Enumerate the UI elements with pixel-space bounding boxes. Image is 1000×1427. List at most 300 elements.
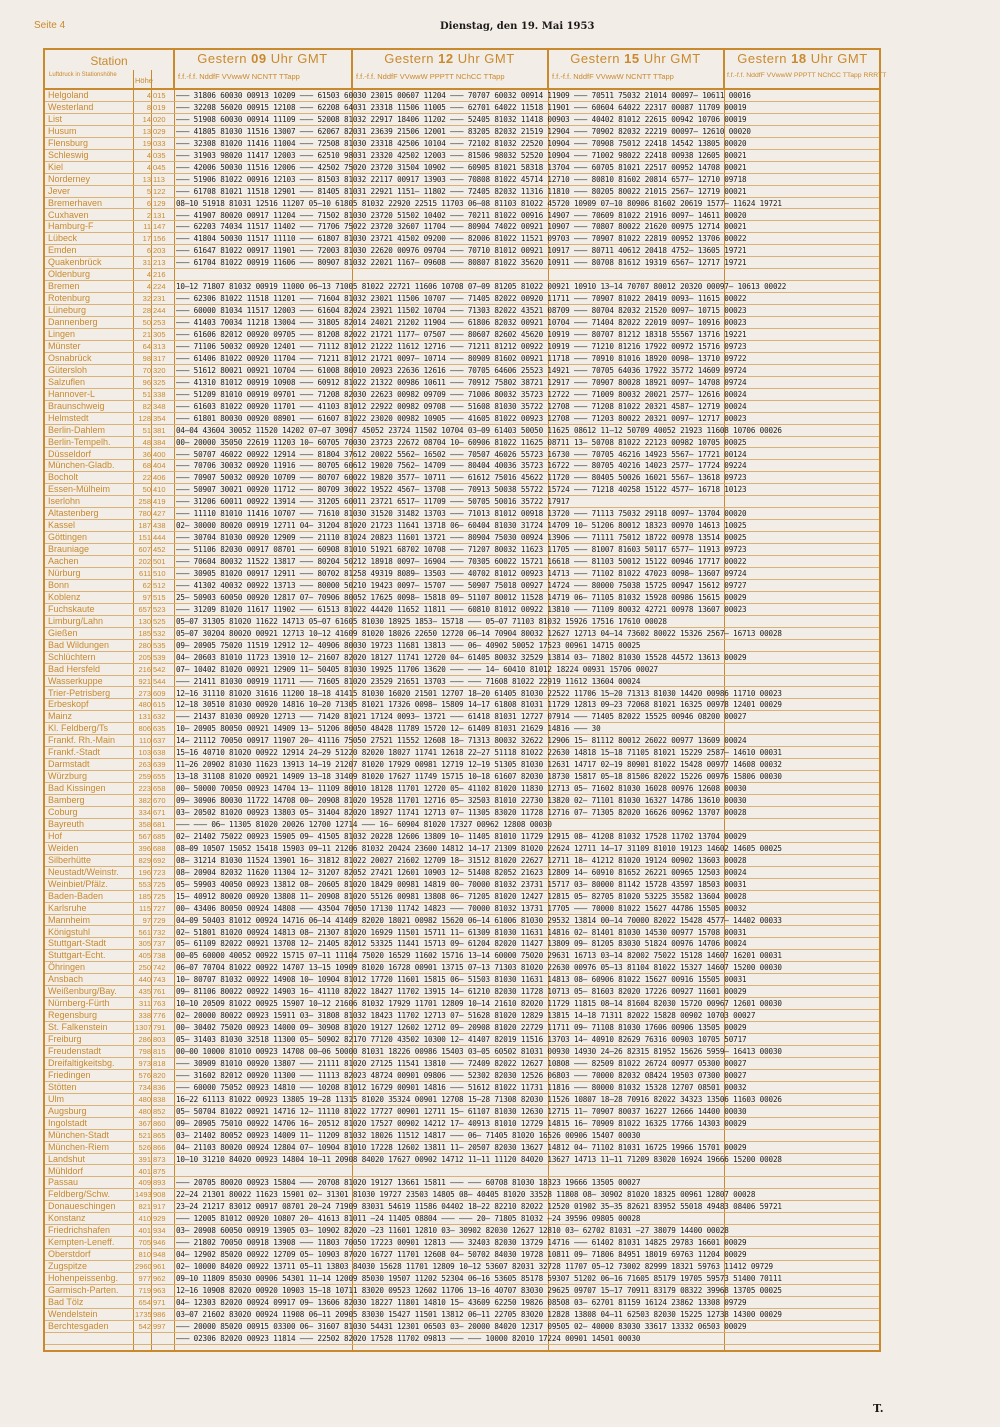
table-row: [45, 604, 879, 616]
table-row: [45, 1058, 879, 1070]
station-height: 405: [138, 951, 151, 961]
table-row: [45, 628, 879, 640]
observation-data: 09–10 11809 85030 00906 54301 11–14 12009 85030 19507 11202 52304 06–16 53605 85178 59307 51202 06–16 71605 85179 19705 59573 51400 70111: [176, 1274, 782, 1284]
station-name: Neustadt/Weinstr.: [48, 866, 119, 877]
station-name: Osnabrück: [48, 352, 92, 363]
station-code: 971: [153, 1297, 166, 1307]
station-code: 325: [153, 377, 166, 387]
observation-data: 10–10 20509 81022 00925 15907 10–12 21606 81032 17929 11701 12809 10–14 21610 82020 11729 11815 08–14 81604 82030 15720 00967 12601 00030: [176, 999, 782, 1009]
observation-data: 02— 10000 84020 00922 13711 05–11 13803 84030 15628 11701 12809 10–12 53607 82031 32728 11707 05–12 73002 82999 18321 59763 11412 09729: [176, 1262, 773, 1272]
station-name: Silberhütte: [48, 854, 92, 865]
observation-data: ——— 71106 50032 00920 12401 ——— 71112 81012 21222 11612 12716 ——— 71211 81212 00922 10919 ——— 71210 81216 17922 00972 15716 09723: [176, 341, 747, 351]
table-row: [45, 221, 879, 233]
station-height: 82: [142, 401, 151, 411]
observation-data: 05— 31403 81030 32518 11300 05— 50902 82170 77120 43502 10300 12— 41407 82019 11516 13703 14— 40910 82629 76316 00903 10705 50717: [176, 1035, 747, 1045]
station-height: 611: [139, 569, 151, 578]
station-height: 5: [146, 186, 151, 196]
station-name: St. Falkenstein: [48, 1022, 108, 1033]
table-row: [45, 676, 879, 688]
observation-data: 05— 59903 40050 00923 13812 08— 20605 81020 18429 00981 14819 00— 70000 81032 23731 15717 03— 80000 81142 15728 43597 18503 00031: [176, 879, 747, 889]
station-code: 512: [153, 580, 166, 590]
station-code: 838: [153, 1094, 166, 1104]
station-height: 28: [142, 306, 151, 316]
observation-data: 08–10 51918 81031 12516 11207 05–10 61805 81032 22920 22515 11703 06–08 81103 81022 45720 10909 07–10 80906 81602 20619 1577— 11624 19721: [176, 198, 782, 208]
observation-data: ——— 21411 81030 00919 11711 ——— 71605 81020 23529 21651 13703 ——— ——— 71608 81022 22919 11612 13604 00024: [176, 676, 641, 686]
station-code: 381: [153, 425, 166, 435]
station-code: 129: [153, 198, 166, 208]
station-height: 97: [142, 915, 151, 925]
station-code: 742: [153, 963, 166, 973]
station-name: Bamberg: [48, 795, 85, 806]
station-height: 22: [142, 473, 151, 483]
station-name: Hof: [48, 830, 63, 841]
station-name: Mainz: [48, 711, 73, 722]
observation-data: ——— 11110 81010 11416 10707 ——— 71610 81030 31520 31482 13703 ——— 71013 81012 00918 13720 ——— 71113 75032 29118 0097— 13704 00020: [176, 509, 747, 519]
station-name: Lübeck: [48, 233, 78, 244]
station-height: 187: [138, 521, 151, 531]
observation-data: ——— 41403 70034 11218 13004 ——— 31805 82014 24021 21202 11904 ——— 61806 82032 00921 10704 ——— 71404 82022 22019 0097— 10916 00023: [176, 318, 747, 328]
observation-data: 05— 61109 82022 00921 13708 12— 21405 82012 53325 11441 15713 09— 61204 82020 11427 13809 09— 81205 83030 51824 00976 14706 00024: [176, 939, 747, 949]
observation-data: 13–18 31108 81020 00921 14909 13–18 31409 81020 17627 11749 15715 10–18 61607 82030 18730 15817 05–18 81506 82022 15226 00976 15806 00030: [176, 772, 782, 782]
table-row: [45, 1082, 879, 1094]
table-row: [45, 927, 879, 939]
table-row: [45, 1022, 879, 1034]
station-code: 615: [153, 700, 166, 710]
observation-data: ——— 41302 40032 00922 13713 ——— 80000 50210 19423 0097— 15707 ——— 50907 75018 00927 14724 ——— 80000 75038 15725 00947 15612 09727: [176, 580, 747, 590]
station-code: 670: [153, 796, 166, 806]
table-row: [45, 879, 879, 891]
observation-data: ——— 62203 74034 11517 11402 ——— 71706 75022 23720 32607 11704 ——— 80904 74022 00921 10907 ——— 70807 80022 21620 00975 12714 00021: [176, 222, 747, 232]
station-code: 963: [153, 1286, 166, 1295]
station-height: 131: [138, 712, 151, 722]
table-row: [45, 1261, 879, 1273]
table-row: [45, 735, 879, 747]
station-height: 6: [146, 198, 151, 208]
station-name: Frankf. Rh.-Main: [48, 735, 116, 746]
station-height: 286: [138, 1035, 151, 1045]
station-name: Ansbach: [48, 974, 84, 985]
observation-data: ——— 31209 81020 11617 11902 ——— 61513 81022 44420 11652 11811 ——— 60810 81012 00922 13810 ——— 71109 80032 42721 00978 13607 00023: [176, 604, 747, 614]
station-name: Öhringen: [48, 962, 86, 973]
observation-data: ——— 20000 85020 00915 03300 06— 31607 81030 54431 12301 06503 03— 20000 84020 12317 09505 02— 40000 83030 33617 13332 06503 00029: [176, 1321, 747, 1331]
table-row: [45, 90, 879, 102]
station-height: 19: [142, 138, 151, 148]
observation-data: 04–09 50403 81012 00924 14716 06–14 41409 82020 18021 00982 15620 06–14 61006 81030 29532 13814 00–14 70000 82022 15428 4577— 14402 00033: [176, 915, 782, 925]
station-code: 873: [153, 1154, 166, 1164]
station-height: 51: [142, 389, 151, 399]
station-code: 147: [153, 222, 166, 232]
station-code: 743: [153, 975, 166, 985]
station-height: 780: [138, 509, 151, 519]
station-height: 97: [142, 592, 151, 602]
table-row: [45, 365, 879, 377]
observation-data: 03— 20502 81020 00923 13803 05— 31404 82020 18927 11741 12713 07— 11305 83020 11728 12716 07— 71305 82020 16626 00962 13707 00028: [176, 808, 747, 817]
station-name: Aachen: [48, 556, 79, 567]
observation-data: ——— 60000 81034 11517 12003 ——— 61604 82024 23921 11502 10704 ——— 71303 82022 43521 08709 ——— 80704 82032 21520 0097— 10715 00023: [176, 306, 747, 316]
station-height: 128: [138, 413, 151, 423]
station-name: Weinbiet/Pfälz.: [48, 878, 108, 889]
station-code: 113: [153, 174, 165, 184]
table-row: [45, 1094, 879, 1106]
station-code: 658: [153, 784, 166, 794]
observation-data: 03–07 21602 83020 00924 11908 06–11 20905 83030 15427 11501 13812 06–11 22705 83020 12828 13808 04–11 62503 82030 15225 12738 14300 00029: [176, 1309, 782, 1319]
table-row: [45, 245, 879, 257]
observation-data: 05–07 30204 80020 00921 12713 10–12 41609 81020 18026 22650 12720 06–14 70904 80032 12627 12713 04–14 73602 80022 15326 2567— 16713 00028: [176, 628, 782, 638]
table-row: [45, 413, 879, 425]
station-code: 732: [153, 927, 166, 937]
station-height: 48: [142, 437, 151, 447]
observation-data: ——— 20705 80020 00923 15804 ——— 20708 81020 19127 13661 15811 ——— ——— 60708 81030 18323 19666 13505 00027: [176, 1178, 641, 1188]
observation-data: 10— 20905 80050 00921 14909 13— 51206 80050 48428 11789 15720 12— 61409 81031 21629 14816 ——— 30: [176, 724, 601, 734]
station-code: 609: [153, 688, 166, 698]
station-height: 526: [138, 1142, 151, 1152]
station-name: Frankf.-Stadt: [48, 747, 101, 758]
station-code: 231: [153, 294, 166, 304]
station-column-header: [45, 50, 174, 88]
observation-data: ——— 62306 81022 11518 11201 ——— 71604 81032 23021 11506 10707 ——— 71405 82022 00920 11711 ——— 70907 81022 20419 0093— 11615 00022: [176, 294, 747, 304]
station-height: 521: [138, 1130, 151, 1140]
observation-data: ——— 70907 50032 00920 10709 ——— 80707 60022 19820 3577— 10711 ——— 61612 75016 45622 11720 ——— 80405 50026 16021 5567— 13618 09723: [176, 473, 747, 483]
station-height: 401: [138, 1226, 151, 1236]
table-row: [45, 1046, 879, 1058]
station-height: 21: [142, 330, 151, 339]
observation-data: ——— 30704 81030 00920 12909 ——— 21110 81024 20823 11601 13721 ——— 80904 75030 00924 13906 ——— 71111 75012 18722 00978 13514 00025: [176, 533, 747, 543]
station-height: 973: [138, 1058, 151, 1068]
station-name: Donaueschingen: [48, 1201, 116, 1212]
station-code: 803: [153, 1035, 166, 1045]
station-name: Wendelstein: [48, 1308, 98, 1319]
station-code: 688: [153, 843, 166, 853]
table-row: [45, 532, 879, 544]
station-height: 334: [138, 808, 151, 817]
group-title: Gestern 12 Uhr GMT: [384, 51, 515, 66]
station-name: Limburg/Lahn: [48, 615, 104, 626]
station-height: 258: [138, 497, 151, 507]
station-name: Gütersloh: [48, 364, 88, 375]
table-row: [45, 1189, 879, 1201]
station-code: 035: [153, 150, 166, 160]
station-code: 523: [153, 604, 166, 614]
observation-data: ——— 51209 81010 00919 09701 ——— 71208 82030 22623 00982 09709 ——— 71006 80032 35723 12722 ——— 71009 80032 20021 2577— 12616 00024: [176, 389, 747, 399]
station-code: 400: [153, 449, 166, 459]
station-height: 273: [138, 688, 151, 698]
table-row: [45, 819, 879, 831]
table-row: [45, 102, 879, 114]
station-name: Augsburg: [48, 1105, 87, 1116]
station-name: Trier-Petrisberg: [48, 687, 111, 698]
station-name: Helmstedt: [48, 412, 89, 423]
station-height: 2960: [135, 1262, 152, 1272]
table-row: [45, 556, 879, 568]
table-row: [45, 1249, 879, 1261]
observation-data: ——— 12005 81012 00920 10807 20— 41613 81011 —24 11405 08804 ——— ——— 20— 71805 81032 —24 39596 09805 00028: [176, 1214, 641, 1224]
station-name: Gießen: [48, 627, 78, 638]
table-row: [45, 1321, 879, 1333]
table-row: [45, 950, 879, 962]
station-height: 8: [146, 102, 151, 112]
station-name: Freiburg: [48, 1034, 82, 1045]
station-name: Kassel: [48, 520, 76, 531]
table-row: [45, 472, 879, 484]
group-18-header: [724, 50, 887, 88]
station-height: 391: [138, 1154, 151, 1164]
table-row: [45, 1213, 879, 1225]
observation-data: 12–18 30510 81030 00920 14816 10–20 71305 81021 17326 0098— 15809 14–17 61808 81031 11729 12813 09–23 72068 81021 16325 00978 12401 00029: [176, 700, 782, 710]
observation-data: ——— 61606 82012 00920 09705 ——— 81208 82022 21721 1177— 07507 ——— 80607 82602 45620 10919 ——— 80707 81212 18318 55567 13716 19221: [176, 330, 747, 339]
station-code: 020: [153, 114, 166, 124]
station-height: 62: [142, 580, 151, 590]
table-row: [45, 186, 879, 198]
observation-data: 09— 20905 75010 00922 14706 16— 20512 81020 17527 00902 14212 17— 40913 81010 12729 14815 16— 70909 81022 16325 17766 14303 00029: [176, 1118, 747, 1128]
observation-data: 16–22 61113 81022 00923 13805 19–28 11315 81020 35324 00901 12708 15–28 71308 82030 11526 10807 18–28 70916 82022 34323 13506 11603 00026: [176, 1094, 782, 1104]
table-row: [45, 174, 879, 186]
table-row: [45, 317, 879, 329]
station-name: Nürnberg-Fürth: [48, 998, 110, 1009]
observation-data: ——— 30905 81020 00917 12911 ——— 80702 81258 49319 8089— 13503 ——— 40702 81012 00923 14713 ——— 71102 81022 47023 0098— 13607 09724: [176, 569, 747, 578]
station-code: 542: [153, 664, 166, 674]
table-row: [45, 1237, 879, 1249]
observation-data: 04–04 43604 30052 11520 14202 07–07 30907 45052 23724 11502 10704 03–09 61403 50050 11625 08612 11–12 50709 40052 21923 11608 10706 00026: [176, 425, 782, 435]
station-height: 654: [138, 1297, 151, 1307]
station-name: München-Riem: [48, 1141, 110, 1152]
table-row: [45, 1285, 879, 1297]
observation-data: 23–24 21217 83012 00917 08701 20–24 71909 83031 54619 11586 04402 18–22 82210 82022 12520 01902 35–35 82621 83952 55018 49483 08406 59721: [176, 1202, 782, 1212]
group-title: Gestern 09 Uhr GMT: [197, 51, 328, 66]
station-name: Bad Kissingen: [48, 783, 106, 794]
station-height: 1735: [135, 1309, 152, 1319]
table-row: [45, 1201, 879, 1213]
station-height: 6: [146, 246, 151, 256]
table-row: [45, 1130, 879, 1142]
station-height: 921: [138, 676, 151, 686]
station-height: 480: [138, 1106, 151, 1116]
observation-data: ——— 31806 60030 00913 10209 ——— 61503 60030 23015 00607 11204 ——— 70707 60032 00914 11909 ——— 70511 75032 21014 00097— 10611 00016: [176, 91, 751, 100]
table-row: [45, 449, 879, 461]
table-row: [45, 1166, 879, 1178]
station-code: 917: [153, 1202, 166, 1212]
table-row: [45, 126, 879, 138]
table-row: [45, 1106, 879, 1118]
station-height: 4: [146, 282, 151, 292]
station-height: 13: [142, 126, 151, 136]
observation-data: 06–07 70704 81022 00922 14707 13–15 10909 81020 16728 00901 13715 07–13 71303 81020 22630 00976 05–13 81104 81022 15327 14607 15200 00030: [176, 963, 782, 973]
observation-data: 00–00 10000 81010 00923 14708 00–06 50000 81031 18226 00986 15403 03–05 60502 81031 00930 14930 24–26 82315 81952 15626 5959— 16413 00030: [176, 1047, 782, 1056]
station-code: 501: [153, 557, 166, 567]
station-code: 865: [153, 1130, 166, 1140]
table-row: [45, 891, 879, 903]
observation-data: 25— 50903 60050 00920 12817 07— 70906 80052 17625 0098— 15818 09— 51107 80012 11528 14719 06— 71105 81032 15928 00986 15615 00029: [176, 592, 747, 602]
station-name: München-Gladb.: [48, 460, 115, 471]
observation-data: ——— 70604 80032 11522 13817 ——— 80204 50212 18918 0097— 16904 ——— 70305 60022 15721 16618 ——— 81103 50012 15122 00946 17717 00022: [176, 557, 747, 567]
station-name: Nürburg: [48, 568, 81, 578]
group-09-header: [174, 50, 352, 88]
station-height: 110: [139, 736, 151, 746]
observation-data: 15— 40912 80020 00920 13808 11— 20908 81020 55126 00981 13808 06— 71205 81020 12427 12815 05— 82705 81020 53225 35582 13604 00028: [176, 891, 747, 901]
table-row: [45, 520, 879, 532]
table-row: [45, 305, 879, 317]
station-height: 561: [138, 927, 151, 937]
station-name: Regensburg: [48, 1010, 98, 1021]
station-code: 404: [153, 461, 166, 471]
station-code: 438: [153, 521, 166, 531]
table-row: [45, 843, 879, 855]
station-name: Rotenburg: [48, 293, 91, 304]
station-name: Kl. Feldberg/Ts: [48, 723, 109, 734]
table-row: [45, 425, 879, 437]
observation-data: 00— 43406 80050 00924 14808 ——— 43504 70050 17130 11742 14823 ——— 70000 81032 13731 17705 ——— 70000 81022 15627 44786 15505 00032: [176, 903, 747, 913]
table-row: [45, 711, 879, 723]
observation-data: 02— 30000 80020 00919 12711 04— 31204 81020 21723 11641 13718 06— 60404 81030 31724 14709 10— 51206 80012 18323 00970 14613 10025: [176, 521, 747, 531]
station-code: 875: [153, 1166, 166, 1176]
station-code: 532: [153, 628, 166, 638]
station-name: Stuttgart-Echt.: [48, 950, 106, 961]
station-code: 866: [153, 1142, 166, 1152]
station-name: Dannenberg: [48, 317, 98, 328]
observation-data: 00— 30402 75020 00923 14000 09— 30908 81020 19127 12602 12712 09— 20908 81020 22729 11711 09— 71108 81030 17606 00906 13505 00029: [176, 1023, 747, 1033]
station-height: 358: [138, 819, 151, 829]
station-code: 045: [153, 162, 166, 172]
station-code: 692: [153, 855, 166, 865]
station-code: 738: [153, 951, 166, 961]
station-code: 348: [153, 401, 166, 411]
table-row: [45, 460, 879, 472]
station-height: 115: [139, 903, 151, 913]
observation-data: ——— 61647 81022 00917 11901 ——— 72003 81030 22620 00976 09704 ——— 70710 81012 00921 10917 ——— 80711 40612 20418 4752— 13605 19721: [176, 246, 747, 256]
group-15-header: [548, 50, 724, 88]
station-height: 205: [138, 652, 151, 662]
station-name: Freudenstadt: [48, 1046, 102, 1056]
station-code: 761: [153, 987, 166, 997]
observation-data: 02— 51801 81020 00924 14813 08— 21307 81020 16929 11501 15711 11— 61309 81030 11631 14816 02— 81401 81030 14530 00977 15708 00031: [176, 927, 747, 937]
station-height: 553: [138, 879, 151, 889]
station-name: Berlin-Dahlem: [48, 424, 106, 435]
observation-data: ——— 31206 60011 00922 13914 ——— 31205 60011 23721 6517— 11709 ——— 50705 50016 35722 17917: [176, 497, 570, 507]
observation-data: 12–16 10908 82020 00920 10903 15–18 10711 83020 09523 12602 11706 13–16 40707 83030 29625 09707 15–17 70911 83179 08322 39968 13705 00025: [176, 1286, 782, 1295]
table-row: [45, 233, 879, 245]
station-name: Karlsruhe: [48, 902, 87, 913]
observation-data: ——— 51906 81022 00916 12103 ——— 81503 81032 22117 00917 13903 ——— 70808 81022 45714 12710 ——— 80810 81602 20814 6577— 12710 09718: [176, 174, 747, 184]
station-name: Wasserkuppe: [48, 675, 103, 686]
observation-data: 14— 21112 70050 00917 11907 20— 41116 75050 27521 11552 12608 18— 71313 80032 32622 12906 15— 81112 80012 26022 00977 13609 00024: [176, 736, 747, 746]
station-height: 98: [142, 353, 151, 363]
station-code: 725: [153, 879, 166, 889]
observation-data: ——— 41907 80020 00917 11204 ——— 71502 81030 23720 51502 10402 ——— 70211 81022 00916 14907 ——— 70609 81022 21916 0097— 14611 00020: [176, 210, 747, 220]
table-row: [45, 496, 879, 508]
station-code: 685: [153, 831, 166, 841]
station-name: List: [48, 113, 63, 124]
station-height: 338: [138, 1011, 151, 1021]
station-code: 763: [153, 999, 166, 1009]
table-row: [45, 986, 879, 998]
observation-data: 05— 50704 81022 00921 14716 12— 11110 81022 17727 00901 12711 15— 61107 81030 12630 12715 11— 70907 80037 16227 12666 14400 00030: [176, 1106, 747, 1116]
station-code: 029: [153, 126, 166, 136]
station-name: Friedingen: [48, 1069, 91, 1080]
table-row: [45, 162, 879, 174]
group-12-header: [352, 50, 548, 88]
table-row: [45, 903, 879, 915]
table-row: [45, 269, 879, 281]
station-name: Cuxhaven: [48, 209, 89, 220]
station-code: 638: [153, 748, 166, 758]
station-code: 253: [153, 318, 166, 328]
station-code: 948: [153, 1250, 166, 1260]
station-height: 409: [138, 1178, 151, 1188]
station-code: 539: [153, 652, 166, 662]
station-code: 317: [153, 353, 166, 363]
station-code: 671: [153, 808, 166, 817]
station-name: Brauniage: [48, 544, 90, 555]
station-code: 934: [153, 1226, 166, 1236]
station-code: 384: [153, 437, 166, 447]
station-height: 4: [146, 162, 151, 172]
station-code: 419: [153, 497, 166, 507]
station-height: 576: [138, 1070, 151, 1080]
table-row: [45, 401, 879, 413]
station-code: 737: [153, 939, 166, 949]
station-code: 908: [153, 1190, 166, 1200]
table-row: [45, 353, 879, 365]
station-height: 410: [138, 1214, 151, 1224]
station-code: 639: [153, 760, 166, 770]
observation-data: ——— 30909 81010 00920 13807 ——— 21111 81020 27125 11541 13810 ——— 72409 82022 12627 10808 ——— 82509 81022 26724 00977 05300 00027: [176, 1058, 747, 1068]
station-height: 36: [142, 449, 151, 459]
observation-data: ——— 51908 60030 00914 11109 ——— 52008 81032 22917 18406 11202 ——— 52405 81032 11418 00903 ——— 40402 81012 22615 00942 10706 00019: [176, 114, 747, 124]
observation-data: 04— 20603 81010 11723 13910 12— 21607 82020 18127 11741 12720 04— 61405 80032 32529 13814 03— 71802 81030 15528 44572 13613 00029: [176, 652, 747, 662]
table-row: [45, 1177, 879, 1189]
group-subheads: f.f.-f.f. NddfF VVwwW PPPTT NChCC TTapp: [356, 72, 505, 81]
station-code: 033: [153, 138, 166, 148]
table-row: [45, 807, 879, 819]
table-row: [45, 771, 879, 783]
station-note: Luftdruck in Stationshöhe: [49, 72, 117, 78]
station-code: 535: [153, 640, 166, 650]
station-heading: Station: [90, 54, 128, 68]
station-height: 70: [142, 365, 151, 375]
station-name: Iserlohn: [48, 496, 81, 507]
station-height: 567: [138, 831, 151, 841]
station-name: Darmstadt: [48, 759, 90, 770]
table-row: [45, 281, 879, 293]
station-name: Garmisch-Parten.: [48, 1285, 119, 1295]
station-code: 406: [153, 473, 166, 483]
table-row: [45, 437, 879, 449]
station-height: 1307: [135, 1023, 152, 1033]
station-name: Dreifaltigkeitsbg.: [48, 1057, 115, 1068]
station-name: Husum: [48, 125, 77, 136]
observation-data: 10— 80707 81032 00922 14908 10— 10904 81012 17720 11601 15815 06— 51503 81030 11631 14813 08— 60906 81022 15627 00916 15505 00031: [176, 975, 747, 985]
station-code: 305: [153, 330, 166, 339]
observation-data: ——— 61406 81022 00920 11704 ——— 71211 81012 21721 0097— 10714 ——— 80909 81602 00921 11718 ——— 70910 81016 18920 0098— 13710 09722: [176, 353, 747, 363]
table-row: [45, 1154, 879, 1166]
station-name: Baden-Baden: [48, 890, 104, 901]
station-height: 259: [138, 772, 151, 782]
station-height: 11: [143, 222, 151, 232]
station-height: 202: [138, 557, 151, 567]
observation-data: 05–07 31305 81020 11622 14713 05–07 61605 81030 18925 1853— 15718 ——— 05–07 71103 81032 15926 17516 17610 00028: [176, 616, 667, 626]
station-height: 607: [138, 545, 151, 555]
station-name: Lüneburg: [48, 305, 87, 316]
observation-data: 07— 10402 81020 00921 12909 11— 50405 81030 19925 11706 13620 ——— ——— 14— 60410 81012 18224 00931 15706 00027: [176, 664, 658, 674]
station-height: 50: [142, 485, 151, 495]
station-height: 396: [138, 843, 151, 853]
observation-data: ——— 61801 80030 00920 08901 ——— 61607 81022 23020 00982 10905 ——— 41605 81022 00923 12708 ——— 71203 80022 20321 0097— 12717 00023: [176, 413, 747, 423]
table-row: [45, 723, 879, 735]
observation-data: ——— 42006 50030 11516 12006 ——— 42502 75020 23720 31504 10902 ——— 60905 81021 58318 13704 ——— 60705 81021 22517 00952 14708 00021: [176, 162, 747, 172]
station-height: 280: [138, 640, 151, 650]
station-name: Hohenpeissenbg.: [48, 1273, 119, 1284]
table-row: [45, 998, 879, 1010]
station-height: 382: [138, 796, 151, 806]
